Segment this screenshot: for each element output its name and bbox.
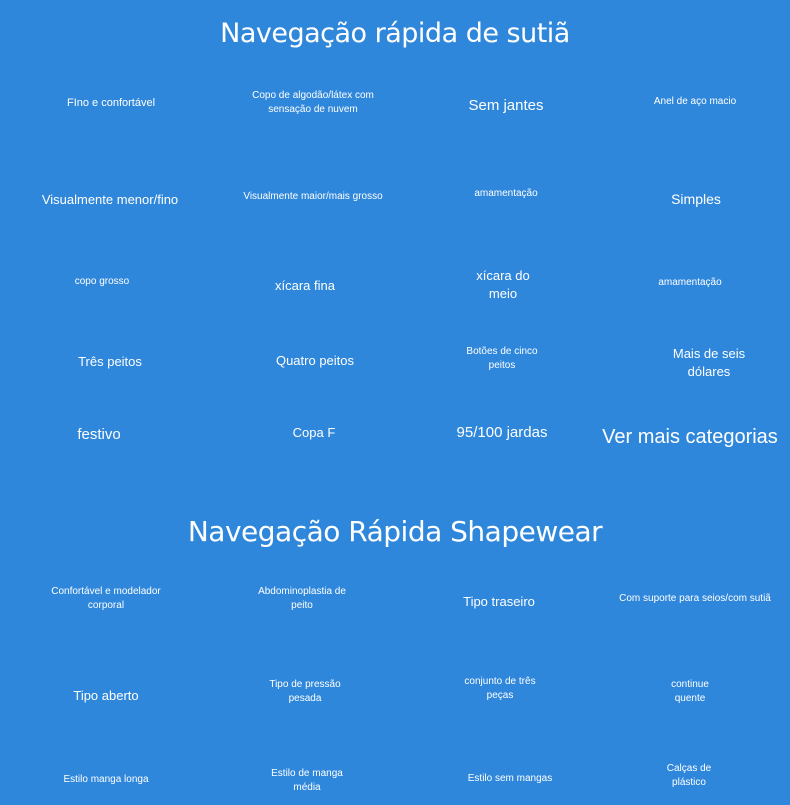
category-label: Tipo aberto — [73, 688, 139, 703]
category-label: Abdominoplastia de peito — [258, 586, 346, 611]
category-label: festivo — [77, 426, 121, 443]
category-label: amamentação — [474, 188, 538, 199]
category-label: Três peitos — [78, 354, 142, 369]
bra-category-link-nursing[interactable] — [411, 187, 601, 201]
shapewear-category-link-with-bra[interactable] — [600, 592, 790, 606]
bra-category-link-mid-cup[interactable] — [468, 267, 538, 302]
category-label: conjunto de três peças — [464, 676, 536, 701]
category-label: xícara do meio — [476, 268, 530, 301]
category-label: Calças de plástico — [666, 763, 712, 788]
category-label: Visualmente menor/fino — [41, 192, 179, 207]
bra-category-link-cloud-cup[interactable] — [233, 89, 393, 116]
bra-quick-nav-title: Navegação rápida de sutiã — [220, 18, 570, 49]
category-label: Copa F — [292, 425, 336, 440]
category-label: Com suporte para seios/com sutiã — [619, 593, 771, 604]
bra-category-link-nursing-2[interactable] — [595, 276, 785, 290]
shapewear-category-link-plastic-pants[interactable] — [654, 762, 724, 789]
bra-category-link-four-breasted[interactable] — [220, 352, 410, 370]
category-label: Ver mais categorias — [602, 426, 778, 448]
category-label: Tipo de pressão pesada — [269, 679, 341, 704]
bra-category-link-soft-steel-ring[interactable] — [600, 95, 790, 109]
category-label: Estilo manga longa — [63, 774, 149, 785]
category-label: Estilo sem mangas — [467, 773, 553, 784]
bra-category-link-festive[interactable] — [4, 425, 194, 445]
bra-category-link-thick-cup[interactable] — [7, 275, 197, 289]
category-label: Tipo traseiro — [463, 594, 535, 609]
bra-category-link-thin-cup[interactable] — [210, 277, 400, 295]
category-label: Confortável e modelador corporal — [51, 586, 161, 611]
category-label: Copo de algodão/látex com sensação de nuvem — [252, 90, 374, 115]
bra-category-link-wireless[interactable] — [411, 96, 601, 116]
shapewear-category-link-chest-tummy[interactable] — [252, 585, 352, 612]
category-label: amamentação — [658, 277, 722, 288]
bra-category-link-visually-larger[interactable] — [218, 190, 408, 204]
shapewear-category-link-heavy-pressure[interactable] — [260, 678, 350, 705]
see-more-categories-link[interactable] — [590, 424, 790, 451]
category-label: Quatro peitos — [275, 353, 355, 368]
bra-category-link-thin-comfortable[interactable] — [16, 96, 206, 111]
shapewear-category-link-butt-type[interactable] — [404, 593, 594, 611]
shapewear-category-link-open-type[interactable] — [11, 687, 201, 705]
category-label: Botões de cinco peitos — [466, 346, 538, 371]
bra-category-link-95-100[interactable] — [407, 423, 597, 443]
category-label: Mais de seis dólares — [672, 346, 746, 379]
category-label: Visualmente maior/mais grosso — [243, 191, 383, 202]
category-label: continue quente — [671, 679, 709, 704]
bra-category-link-three-breasted[interactable] — [15, 353, 205, 371]
category-label: Sem jantes — [468, 97, 544, 114]
shapewear-category-link-mid-sleeve[interactable] — [262, 767, 352, 794]
bra-category-link-visually-smaller[interactable] — [15, 191, 205, 209]
shapewear-quick-nav-title: Navegação Rápida Shapewear — [187, 515, 603, 548]
bra-category-link-cup-f[interactable] — [219, 424, 409, 442]
category-label: copo grosso — [74, 276, 130, 287]
shapewear-category-link-comfortable-shaper[interactable] — [46, 585, 166, 612]
shapewear-category-link-sleeveless[interactable] — [415, 772, 605, 786]
category-label: 95/100 jardas — [456, 424, 548, 441]
shapewear-category-link-three-piece[interactable] — [455, 675, 545, 702]
bra-category-link-six-plus[interactable] — [669, 345, 749, 380]
category-label: Anel de aço macio — [653, 96, 737, 107]
category-label: Simples — [671, 191, 721, 207]
bra-category-link-simple[interactable] — [601, 190, 790, 209]
category-label: xícara fina — [275, 278, 335, 293]
shapewear-category-link-long-sleeve[interactable] — [11, 773, 201, 787]
category-label: Estilo de manga média — [271, 768, 343, 793]
bra-category-link-five-breasted-buttons[interactable] — [462, 345, 542, 372]
category-label: FIno e confortável — [66, 97, 156, 109]
shapewear-category-link-keep-warm[interactable] — [660, 678, 720, 705]
